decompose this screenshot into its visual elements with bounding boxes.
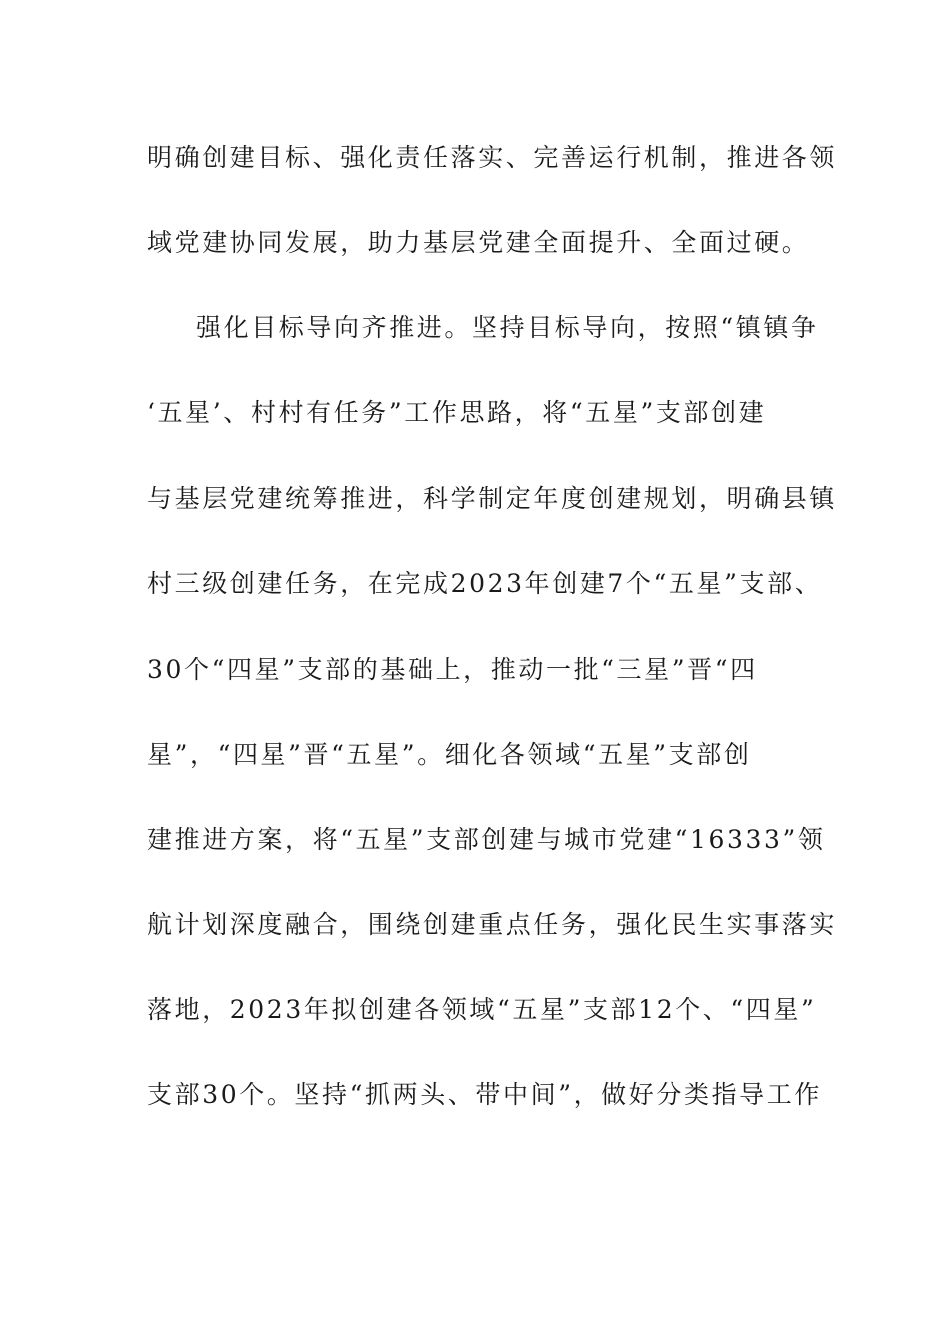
paragraph-line: 星”，“四星”晋“五星”。细化各领域“五星”支部创 [147, 740, 752, 769]
paragraph-line: 支部30个。坚持“抓两头、带中间”，做好分类指导工作 [147, 1080, 822, 1109]
paragraph-line: 域党建协同发展，助力基层党建全面提升、全面过硬。 [147, 228, 810, 257]
paragraph-line: 30个“四星”支部的基础上，推动一批“三星”晋“四 [147, 655, 758, 684]
paragraph-line: 航计划深度融合，围绕创建重点任务，强化民生实事落实 [147, 910, 838, 939]
paragraph-line: 与基层党建统筹推进，科学制定年度创建规划，明确县镇 [147, 484, 838, 513]
paragraph-line: 建推进方案，将“五星”支部创建与城市党建“16333”领 [147, 825, 826, 854]
paragraph-line: 村三级创建任务，在完成2023年创建7个“五星”支部、 [147, 569, 823, 598]
paragraph-line: 明确创建目标、强化责任落实、完善运行机制，推进各领 [147, 143, 838, 172]
paragraph-line: ‘五星’、村村有任务”工作思路，将“五星”支部创建 [147, 398, 767, 427]
paragraph-line: 落地，2023年拟创建各领域“五星”支部12个、“四星” [147, 995, 817, 1024]
paragraph-line: 强化目标导向齐推进。坚持目标导向，按照“镇镇争 [196, 313, 819, 342]
